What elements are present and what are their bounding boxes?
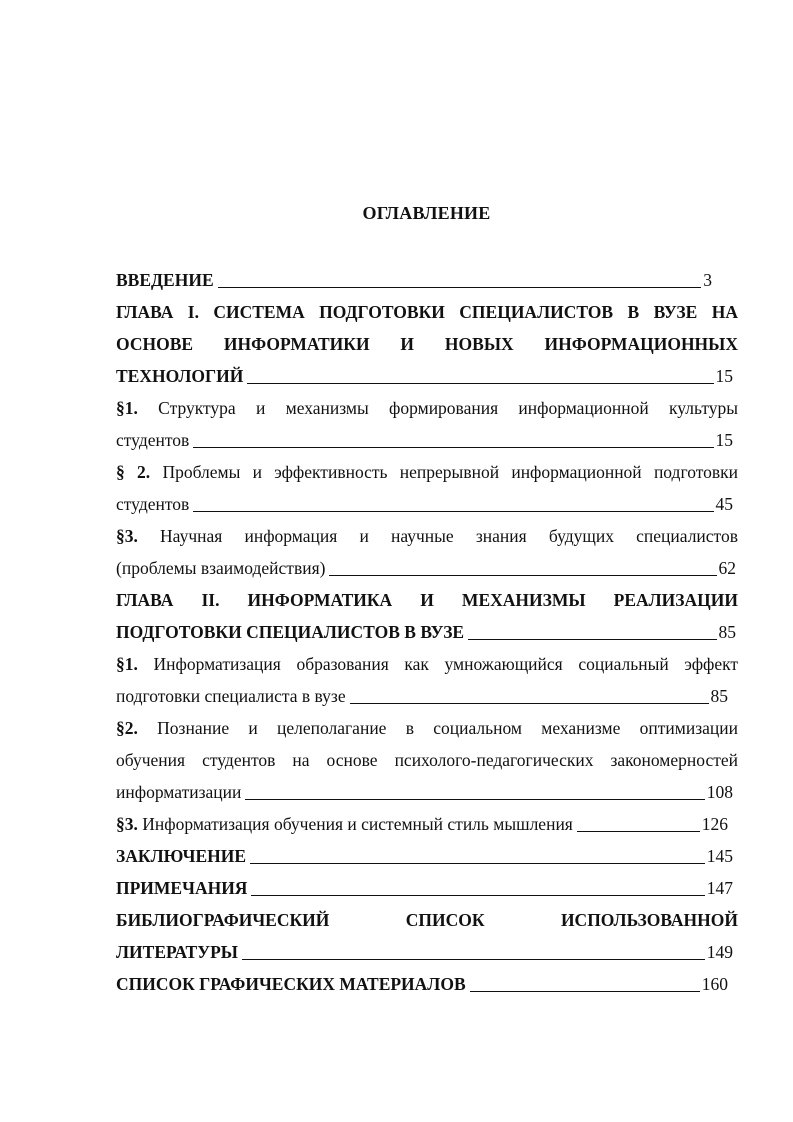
toc-entry-text: СПИСОК ГРАФИЧЕСКИХ МАТЕРИАЛОВ (116, 974, 466, 994)
table-of-contents (116, 264, 738, 1000)
toc-entry-text: студентов (116, 494, 190, 514)
leader-line (193, 446, 713, 448)
toc-entry-text: Познание и целеполагание в социальном механизме оптимизации (157, 718, 738, 738)
toc-page-number: 62 (718, 558, 736, 578)
toc-entry-text: информатизации (116, 782, 242, 802)
toc-entry-ch1-s3-line1 (116, 520, 738, 552)
toc-entry-introduction (116, 264, 712, 296)
toc-entry-text: ВВЕДЕНИЕ (116, 270, 214, 290)
toc-entry-chapter1-line2: ОСНОВЕ ИНФОРМАТИКИ И НОВЫХ ИНФОРМАЦИОННЫХ (116, 334, 738, 354)
toc-entry-ch1-s1-line1 (116, 392, 738, 424)
toc-page-number: 45 (715, 494, 733, 514)
toc-entry-text (116, 808, 573, 840)
section-marker: §2. (116, 718, 138, 738)
toc-page-number: 108 (706, 782, 733, 802)
toc-entry-label: Информатизация обучения и системный стиль мышления (142, 814, 573, 834)
toc-entry-ch2-s2-line1 (116, 712, 738, 744)
toc-entry-text: ЛИТЕРАТУРЫ (116, 942, 238, 962)
toc-entry-ch1-s2-line1 (116, 456, 738, 488)
section-marker: §3. (116, 526, 138, 546)
toc-page-number: 149 (706, 942, 733, 962)
section-marker: §3. (116, 814, 138, 834)
toc-page-number: 85 (710, 686, 728, 706)
toc-entry-text: ПРИМЕЧАНИЯ (116, 878, 248, 898)
toc-entry-ch2-s2-line3 (116, 776, 733, 808)
toc-page-number: 85 (718, 622, 736, 642)
toc-entry-text: Информатизация образования как умножающийся социальный эффект (153, 654, 738, 674)
section-marker: §1. (116, 398, 138, 418)
leader-line (250, 862, 705, 864)
leader-line (245, 798, 704, 800)
toc-entry-text: Научная информация и научные знания будущих специалистов (160, 526, 738, 546)
leader-line (468, 638, 716, 640)
toc-entry-text: Структура и механизмы формирования информационной культуры (158, 398, 738, 418)
toc-entry-text: ПОДГОТОВКИ СПЕЦИАЛИСТОВ В ВУЗЕ (116, 622, 465, 642)
toc-entry-graphics-list (116, 968, 728, 1000)
toc-entry-ch2-s2-line2: обучения студентов на основе психолого-педагогических закономерностей (116, 750, 738, 770)
toc-page-number: 3 (703, 270, 712, 290)
leader-line (470, 990, 700, 992)
toc-entry-chapter1-line3 (116, 360, 733, 392)
leader-line (350, 702, 709, 704)
toc-entry-ch2-s1-line2 (116, 680, 728, 712)
leader-line (193, 510, 713, 512)
toc-entry-text: ЗАКЛЮЧЕНИЕ (116, 846, 247, 866)
leader-line (577, 830, 700, 832)
toc-entry-text: ТЕХНОЛОГИЙ (116, 366, 244, 386)
toc-entry-ch2-s1-line1 (116, 648, 738, 680)
toc-entry-chapter2-line2 (116, 616, 736, 648)
page-title: ОГЛАВЛЕНИЕ (362, 203, 491, 223)
toc-page-number: 145 (706, 846, 733, 866)
leader-line (329, 574, 716, 576)
toc-page-number: 126 (701, 814, 728, 834)
toc-entry-text: студентов (116, 430, 190, 450)
toc-entry-text: (проблемы взаимодействия) (116, 558, 326, 578)
leader-line (251, 894, 704, 896)
toc-entry-conclusion (116, 840, 733, 872)
toc-entry-bibliography-line1: БИБЛИОГРАФИЧЕСКИЙ СПИСОК ИСПОЛЬЗОВАННОЙ (116, 910, 738, 930)
toc-entry-ch1-s1-line2 (116, 424, 733, 456)
toc-entry-text: подготовки специалиста в вузе (116, 686, 346, 706)
section-marker: §1. (116, 654, 138, 674)
toc-page-number: 15 (715, 366, 733, 386)
toc-entry-text: Проблемы и эффективность непрерывной информационной подготовки (162, 462, 738, 482)
toc-page-number: 15 (715, 430, 733, 450)
toc-entry-ch1-s3-line2 (116, 552, 736, 584)
toc-entry-ch2-s3 (116, 808, 728, 840)
toc-entry-bibliography-line2 (116, 936, 733, 968)
toc-entry-notes (116, 872, 733, 904)
toc-page-number: 160 (701, 974, 728, 994)
leader-line (242, 958, 705, 960)
leader-line (218, 286, 702, 288)
toc-entry-chapter1-line1: ГЛАВА I. СИСТЕМА ПОДГОТОВКИ СПЕЦИАЛИСТОВ В ВУЗЕ НА (116, 302, 738, 322)
section-marker: § 2. (116, 462, 151, 482)
toc-page-number: 147 (706, 878, 733, 898)
toc-entry-chapter2-line1: ГЛАВА II. ИНФОРМАТИКА И МЕХАНИЗМЫ РЕАЛИЗАЦИИ (116, 590, 738, 610)
leader-line (247, 382, 713, 384)
toc-entry-ch1-s2-line2 (116, 488, 733, 520)
